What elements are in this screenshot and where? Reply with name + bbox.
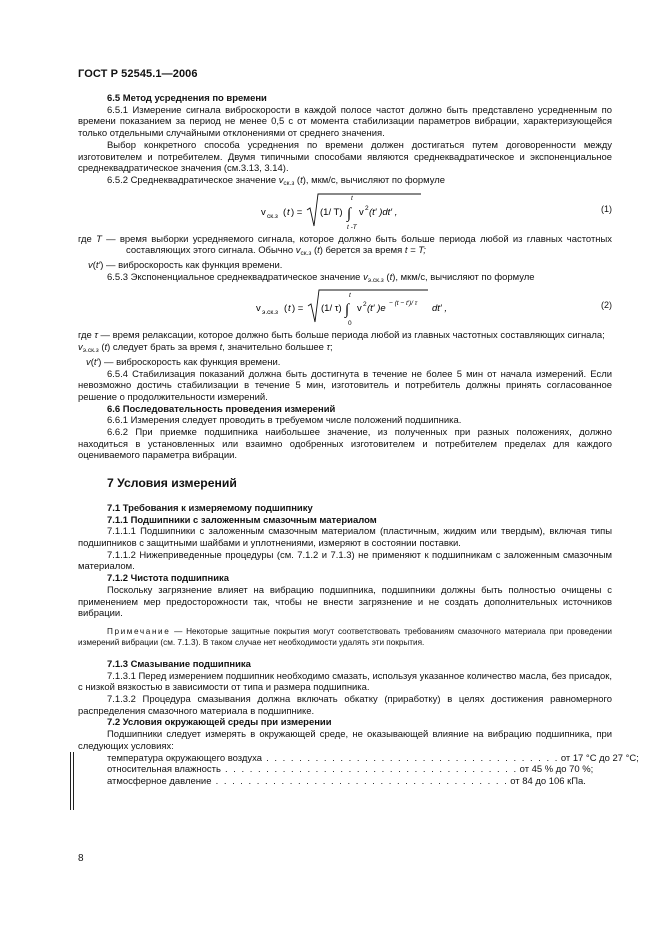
where-vexp: $v_{э.ск.з}$ (t) следует брать за время t, значительно большее τ;	[78, 342, 333, 355]
svg-text:t -T: t -T	[347, 223, 357, 231]
section-6-6-title: 6.6 Последовательность проведения измерений	[107, 403, 336, 415]
page-header: ГОСТ Р 52545.1—2006	[78, 68, 198, 80]
svg-text:ск.з: ск.з	[267, 212, 278, 220]
formula-2-number: (2)	[601, 300, 612, 311]
note-text: — Некоторые защитные покрытия могут соответствовать требованиям смазочного материала при проведении измерений вибрации (см. 7.1.3). В таком случае нет необходимости удалять эти покрытия.	[78, 626, 612, 647]
where-v: v(t′) — виброскорость как функция времени.	[88, 260, 283, 272]
section-7-title: 7 Условия измерений	[107, 476, 237, 491]
svg-text:∫: ∫	[347, 205, 352, 222]
svg-text:(: (	[284, 303, 288, 315]
change-bar	[70, 752, 71, 810]
condition-value: от 45 % до 70 %;	[519, 764, 594, 776]
section-7-1-3-title: 7.1.3 Смазывание подшипника	[107, 658, 251, 670]
paragraph-7-1-3-1: 7.1.3.1 Перед измерением подшипник необходимо смазать, используя указанное количество масла, без присадок, с низкой вязкостью в зависимости от типа и размера подшипника.	[78, 670, 612, 694]
where-T-text-2: берется за время	[322, 245, 405, 257]
paragraph-6-5-4: 6.5.4 Стабилизация показаний должна быть достигнута в течение не более 5 мин от начала измерений. Если невозможно достичь стабилизации в течение 5 мин, изготовитель и потребитель должны принять согласованное решение о продолжительности измерений.	[78, 368, 612, 403]
paragraph-6-5-3: 6.5.3 Экспоненциальное среднеквадратическое значение $v_{э.ск.з}$ (t), мкм/с, вычисляют по формуле	[107, 271, 535, 284]
condition-value: от 17 °C до 27 °C;	[560, 752, 639, 764]
svg-text:2: 2	[363, 301, 367, 309]
svg-text:2: 2	[365, 204, 369, 212]
svg-text:dt′ ,: dt′ ,	[432, 303, 447, 315]
svg-text:(t′ )dt′ ,: (t′ )dt′ ,	[369, 206, 398, 218]
where-tau: где τ — время релаксации, которое должно быть больше периода любой из главных частотных составляющих сигнала;	[78, 330, 605, 342]
section-7-2-title: 7.2 Условия окружающей среды при измерении	[107, 717, 332, 729]
paragraph-6-5-2-end: , мкм/с, вычисляют по формуле	[305, 174, 446, 186]
formula-1-expression	[261, 192, 561, 230]
paragraph-7-1-3-2: 7.1.3.2 Процедура смазывания должна включать обкатку (приработку) в целях достижения равномерного распределения смазочного материала в подшипнике.	[78, 694, 612, 717]
svg-text:∫: ∫	[345, 302, 350, 319]
dot-leader: . . . . . . . . . . . . . . . . . . . . . . . . . . . . . . . . . . . .	[211, 775, 509, 787]
condition-row	[107, 752, 639, 765]
where-v-2-text: — виброскорость как функция времени.	[101, 356, 281, 368]
condition-label: температура окружающего воздуха	[107, 752, 263, 764]
svg-text:v: v	[359, 206, 364, 218]
dot-leader: . . . . . . . . . . . . . . . . . . . . . . . . . . . . . . . . . . . .	[262, 752, 559, 764]
svg-text:) =: ) =	[291, 206, 303, 218]
paragraph-6-5-1: 6.5.1 Измерение сигнала виброскорости в каждой полосе частот должно быть представлено усредненным по времени показанием за период не менее 0,5 с от момента стабилизации параметров вибрации, характеризующейся только отдельными случайными отклонениями от среднего значения.	[78, 104, 612, 140]
where-T-text: — время выборки усредняемого сигнала, которое должно быть больше периода любой из главных частотных составляющих этого сигнала. Обычно	[101, 233, 612, 257]
section-7-1-2-title: 7.1.2 Чистота подшипника	[107, 573, 229, 585]
document-body	[78, 93, 639, 788]
formula-2	[78, 288, 612, 326]
svg-text:(: (	[283, 206, 287, 218]
condition-row	[107, 764, 594, 776]
section-6-5-title: 6.5 Метод усреднения по времени	[107, 93, 267, 104]
svg-text:v: v	[256, 303, 261, 315]
formula-1-number: (1)	[601, 203, 612, 214]
where-vexp-text-2: , значительно большее	[222, 342, 327, 354]
svg-text:t: t	[288, 303, 291, 315]
conditions-list	[78, 752, 639, 788]
svg-text:t: t	[287, 206, 290, 218]
svg-text:v: v	[357, 303, 362, 315]
paragraph-7-1-1-1: 7.1.1.1 Подшипники с заложенным смазочным материалом (пластичным, жидким или твердым), включая типы подшипников с защитными шайбами и уплотнениями, измеряют в состоянии поставки.	[78, 526, 612, 549]
svg-text:v: v	[261, 206, 266, 218]
condition-label: атмосферное давление	[107, 775, 212, 787]
change-bar	[73, 752, 74, 810]
paragraph-6-5-1-b: Выбор конкретного способа усреднения по времени должен достигаться путем договоренности между изготовителем и потребителем. Двумя типичными способами являются среднеквадратическое и экспоненциальное среднеквадратическое значения (см.3.13, 3.14).	[78, 139, 612, 175]
where-v-text: — виброскорость как функция времени.	[103, 260, 283, 272]
where-tau-text: — время релаксации, которое должно быть больше периода любой из главных частотных составляющих сигнала;	[97, 330, 605, 342]
paragraph-7-1-2: Поскольку загрязнение влияет на вибрацию подшипника, подшипники должны быть полностью очищены с применением мер предосторожности так, чтобы не внести загрязнение и не создать дополнительных источников вибрации.	[78, 584, 612, 620]
note	[78, 626, 612, 648]
section-7-1-title: 7.1 Требования к измеряемому подшипнику	[107, 502, 313, 514]
formula-2-expression	[256, 288, 556, 326]
page-number: 8	[78, 853, 84, 864]
paragraph-6-5-3-start: 6.5.3 Экспоненциальное среднеквадратическое значение	[107, 271, 364, 283]
paragraph-6-5-2-start: 6.5.2 Среднеквадратическое значение	[107, 174, 279, 186]
where-label: где	[78, 233, 97, 245]
paragraph-7-1-1-2: 7.1.1.2 Нижеприведенные процедуры (см. 7.1.2 и 7.1.3) не применяют к подшипникам с заложенным смазочным материалом.	[78, 549, 612, 573]
paragraph-6-5-3-end: , мкм/с, вычисляют по формуле	[395, 271, 535, 283]
note-label: Примечание	[107, 626, 171, 636]
paragraph-7-2: Подшипники следует измерять в окружающей среде, не оказывающей влияние на вибрацию подшипника, при следующих условиях:	[78, 729, 612, 752]
svg-text:(1/ T): (1/ T)	[320, 206, 343, 218]
svg-text:− (t − t′)/ τ: − (t − t′)/ τ	[389, 300, 418, 308]
formula-1	[78, 192, 612, 230]
where-vexp-text: следует брать за время	[110, 342, 220, 354]
condition-label: относительная влажность	[107, 764, 221, 776]
where-label-2: где	[78, 330, 95, 342]
svg-text:) =: ) =	[292, 303, 304, 315]
svg-text:0: 0	[348, 320, 352, 328]
paragraph-6-6-2: 6.6.2 При приемке подшипника наибольшее значение, из полученных при разных положениях, должно находиться в установленных или взаимно одобренных изготовителем и потребителем пределах для каждого оцениваемого параметра вибрации.	[78, 427, 612, 462]
svg-text:э.ск.з: э.ск.з	[262, 309, 279, 317]
where-T: где T — время выборки усредняемого сигнала, которое должно быть больше периода любой из главных частотных составляющих этого сигнала. Обычно $v_{ск.з}$ (t) берется за время t = T;	[78, 233, 612, 258]
svg-text:(1/ τ): (1/ τ)	[321, 303, 342, 315]
symbol-T: T	[96, 233, 102, 245]
condition-value: от 84 до 106 кПа.	[510, 775, 586, 787]
dot-leader: . . . . . . . . . . . . . . . . . . . . . . . . . . . . . . . . . . . .	[220, 764, 518, 776]
paragraph-6-6-1: 6.6.1 Измерения следует проводить в требуемом числе положений подшипника.	[107, 415, 462, 427]
svg-text:t: t	[351, 194, 353, 202]
section-7-1-1-title: 7.1.1 Подшипники с заложенным смазочным материалом	[107, 514, 377, 526]
svg-text:t: t	[349, 292, 351, 300]
where-v-2: v(t′) — виброскорость как функция времени.	[86, 356, 281, 368]
paragraph-6-5-2: 6.5.2 Среднеквадратическое значение $v_{ск.з}$ (t), мкм/с, вычисляют по формуле	[107, 174, 446, 187]
where-T-text-3: t = T;	[404, 245, 426, 257]
condition-row	[107, 775, 586, 788]
svg-text:(t′ )e: (t′ )e	[367, 303, 386, 315]
